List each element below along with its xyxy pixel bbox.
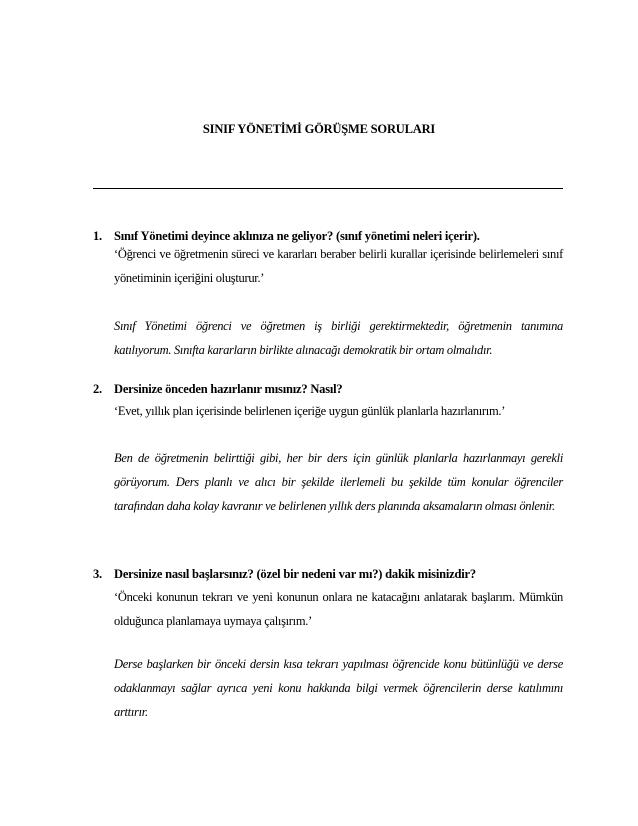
answer-1: ‘Öğrenci ve öğretmenin süreci ve kararları beraber belirli kurallar içerisinde belirlemeleri sınıf yönetiminin içeriğini oluşturur.’	[114, 247, 563, 285]
question-number: 3.	[93, 567, 102, 581]
question-number: 1.	[93, 229, 102, 243]
question-3	[93, 565, 563, 583]
question-text: Sınıf Yönetimi deyince aklınıza ne geliyor? (sınıf yönetimi neleri içerir).	[114, 229, 480, 243]
title-divider	[93, 188, 563, 189]
comment-2: Ben de öğretmenin belirttiği gibi, her bir ders için günlük planlarla hazırlanmayı gerekli görüyorum. Ders planlı ve alıcı bir şekilde ilerlemeli bu şekilde tüm konular öğrenciler tarafından daha kolay kavranır ve belirlenen yıllık ders planında aksamaların olması önlenir.	[114, 451, 563, 513]
question-text: Dersinize nasıl başlarsınız? (özel bir nedeni var mı?) dakik misinizdir?	[114, 567, 476, 581]
comment-1: Sınıf Yönetimi öğrenci ve öğretmen iş birliği gerektirmektedir, öğretmenin tanımına katılıyorum. Sınıfta kararların birlikte alınacağı demokratik bir ortam olmalıdır.	[114, 319, 563, 357]
answer-2: ‘Evet, yıllık plan içerisinde belirlenen içeriğe uygun günlük planlarla hazırlanırım.’	[114, 404, 506, 418]
page-title: SINIF YÖNETİMİ GÖRÜŞME SORULARI	[202, 122, 436, 136]
question-number: 2.	[93, 382, 102, 396]
answer-3: ‘Önceki konunun tekrarı ve yeni konunun onlara ne katacağını anlatarak başlarım. Mümkün olduğunca planlamaya uymaya çalışırım.’	[114, 590, 563, 628]
comment-3: Derse başlarken bir önceki dersin kısa tekrarı yapılması öğrencide konu bütünlüğü ve derse odaklanmayı sağlar ayrıca yeni konu hakkında bilgi vermek öğrencilerin derse katılımını arttırır.	[114, 657, 563, 719]
question-text: Dersinize önceden hazırlanır mısınız? Nasıl?	[114, 382, 343, 396]
question-2	[93, 380, 563, 398]
